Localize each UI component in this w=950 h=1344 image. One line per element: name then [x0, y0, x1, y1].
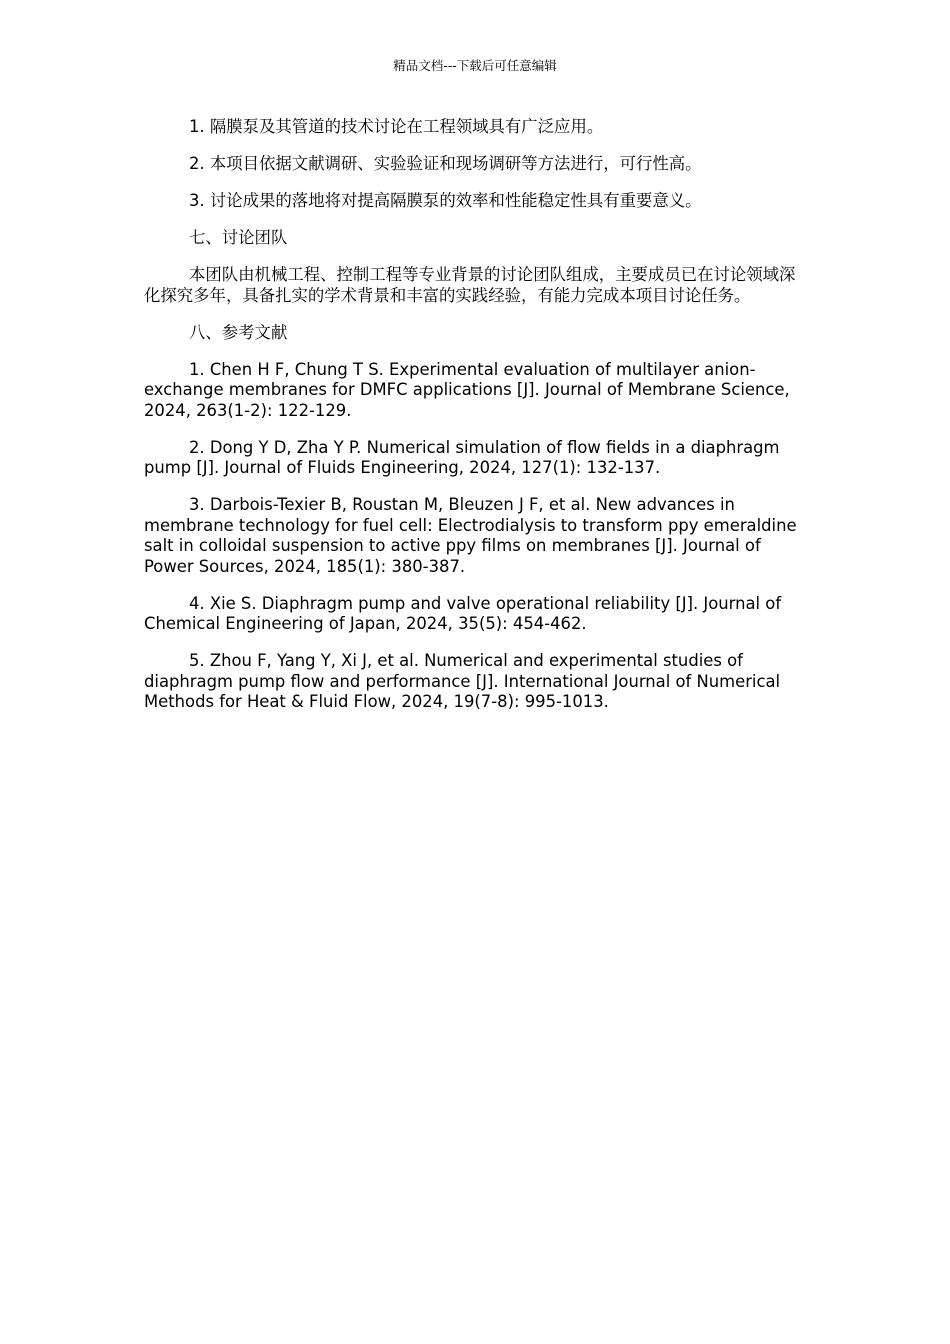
- conclusion-item-1: 1. 隔膜泵及其管道的技术讨论在工程领域具有广泛应用。: [189, 117, 604, 136]
- reference-item-5: 5. Zhou F, Yang Y, Xi J, et al. Numerical and experimental studies of diaphragm pump flow and performance [J]. International Journal of Numerical Methods for Heat & Fluid Flow, 2024, 19(7-8): 995-1013.: [144, 651, 781, 711]
- document-body: [144, 117, 806, 729]
- reference-item-2: 2. Dong Y D, Zha Y P. Numerical simulation of flow fields in a diaphragm pump [J]. Journal of Fluids Engineering, 2024, 127(1): 132-137.: [144, 437, 780, 477]
- section-heading-team: 七、讨论团队: [189, 228, 288, 247]
- reference-item-1: 1. Chen H F, Chung T S. Experimental evaluation of multilayer anion-exchange membranes for DMFC applications [J]. Journal of Membrane Science, 2024, 263(1-2): 122-129.: [144, 359, 790, 420]
- reference-item-4: 4. Xie S. Diaphragm pump and valve operational reliability [J]. Journal of Chemical Engineering of Japan, 2024, 35(5): 454-462.: [144, 593, 782, 633]
- reference-item-3: 3. Darbois-Texier B, Roustan M, Bleuzen J F, et al. New advances in membrane technology for fuel cell: Electrodialysis to transform ppy emeraldine salt in colloidal suspension to active ppy films on membranes [J]. Journal of Power Sources, 2024, 185(1): 380-387.: [144, 495, 797, 576]
- conclusion-item-2: 2. 本项目依据文献调研、实验验证和现场调研等方法进行，可行性高。: [189, 154, 702, 173]
- section-heading-references: 八、参考文献: [189, 322, 288, 342]
- team-description: 本团队由机械工程、控制工程等专业背景的讨论团队组成，主要成员已在讨论领域深化探究多年，具备扎实的学术背景和丰富的实践经验，有能力完成本项目讨论任务。: [144, 265, 796, 305]
- page-header: 精品文档---下载后可任意编辑: [393, 58, 557, 73]
- conclusion-item-3: 3. 讨论成果的落地将对提高隔膜泵的效率和性能稳定性具有重要意义。: [189, 191, 702, 210]
